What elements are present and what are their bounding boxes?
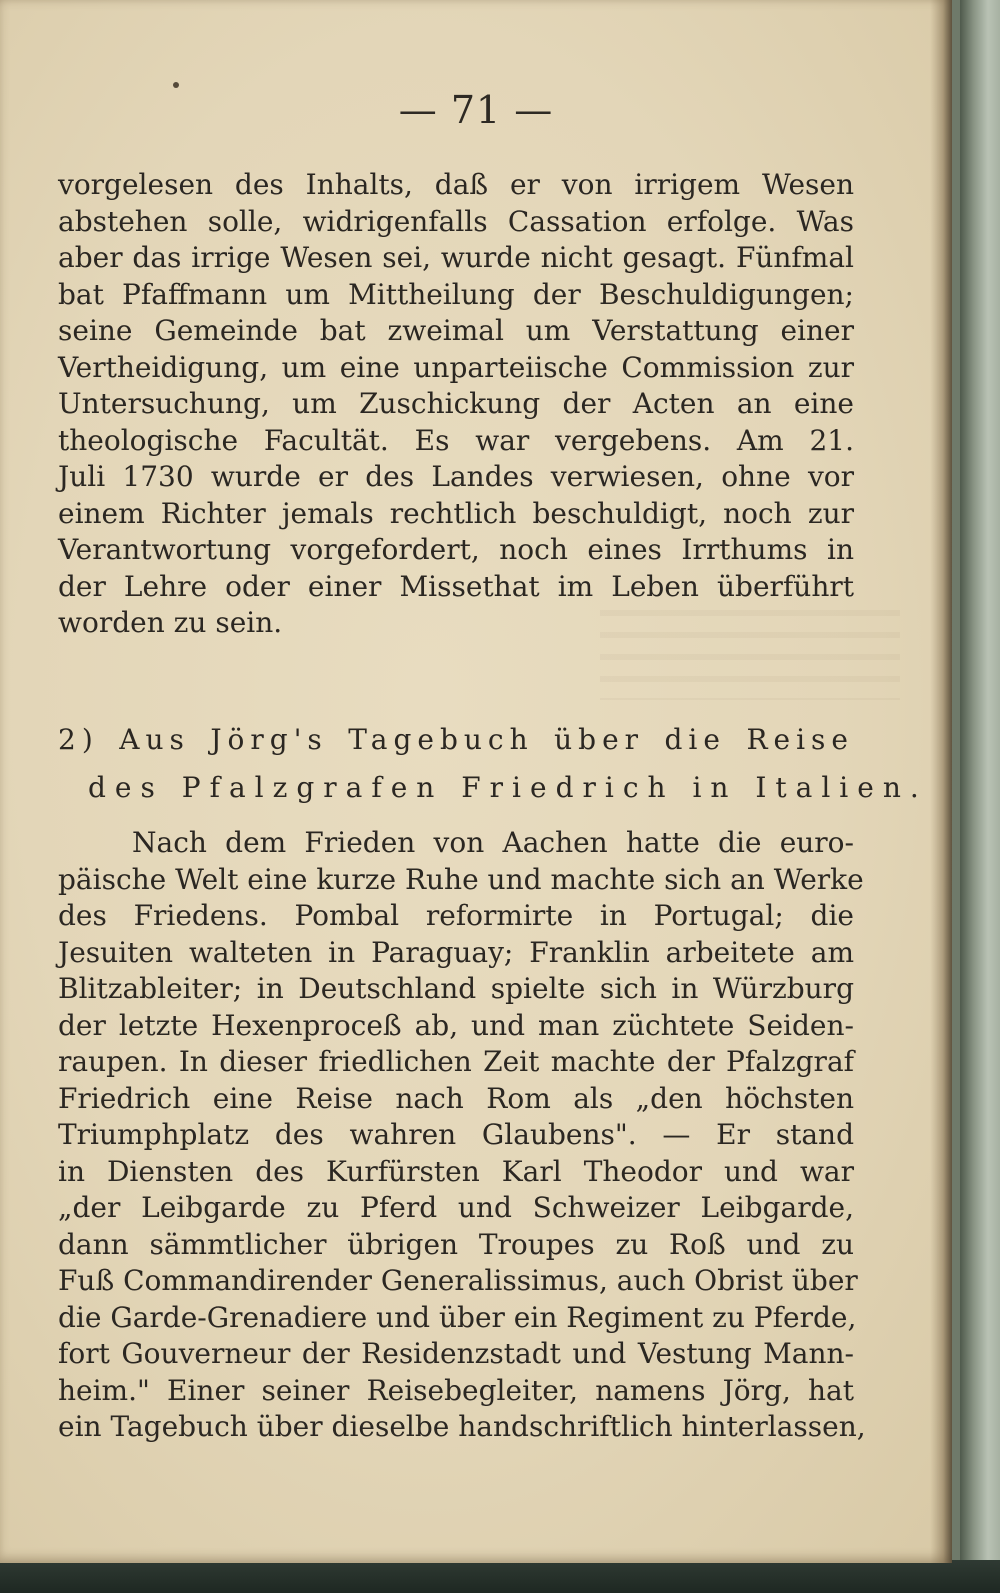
scanner-background-right <box>960 0 1000 1593</box>
text-line: theologische Facultät. Es war vergebens. Am 21. <box>58 423 854 457</box>
text-line: worden zu sein. <box>58 606 283 639</box>
section-heading-line: des Pfalzgrafen Friedrich in Italien. <box>88 771 928 804</box>
text-line: in Diensten des Kurfürsten Karl Theodor und war <box>58 1154 854 1188</box>
text-line: vorgelesen des Inhalts, daß er von irrigem Wesen <box>58 168 854 201</box>
page-edge-shadow <box>930 0 952 1563</box>
text-line: päische Welt eine kurze Ruhe und machte sich an Werke <box>58 862 864 896</box>
page-number: — 71 — <box>398 88 554 132</box>
paragraph-1 <box>58 167 854 642</box>
text-line: der Lehre oder einer Missethat im Leben überführt <box>58 569 854 603</box>
section-heading <box>58 716 928 812</box>
text-line: einem Richter jemals rechtlich beschuldigt, noch zur <box>58 496 854 530</box>
section-heading-line: 2) Aus Jörg's Tagebuch über die Reise <box>58 723 854 756</box>
text-line: Verantwortung vorgefordert, noch eines Irrthums in <box>58 533 854 566</box>
text-line: „der Leibgarde zu Pferd und Schweizer Leibgarde, <box>58 1191 854 1224</box>
text-line: die Garde-Grenadiere und über ein Regiment zu Pferde, <box>58 1300 857 1334</box>
text-line: raupen. In dieser friedlichen Zeit machte der Pfalzgraf <box>58 1045 854 1078</box>
paragraph-2 <box>58 825 866 1446</box>
text-line: Vertheidigung, um eine unparteiische Commission zur <box>58 350 854 384</box>
text-line: Juli 1730 wurde er des Landes verwiesen, ohne vor <box>58 460 854 493</box>
text-line: Friedrich eine Reise nach Rom als „den höchsten <box>58 1081 854 1115</box>
text-line: ein Tagebuch über dieselbe handschriftlich hinterlassen, <box>58 1410 866 1443</box>
text-line: des Friedens. Pombal reformirte in Portugal; die <box>58 899 854 932</box>
text-line: Fuß Commandirender Generalissimus, auch Obrist über <box>58 1264 858 1297</box>
text-line: heim." Einer seiner Reisebegleiter, namens Jörg, hat <box>58 1373 854 1407</box>
text-line: Untersuchung, um Zuschickung der Acten an eine <box>58 387 854 420</box>
text-line: der letzte Hexenproceß ab, und man züchtete Seiden- <box>58 1008 854 1042</box>
text-line: seine Gemeinde bat zweimal um Verstattung einer <box>58 314 854 347</box>
text-line: aber das irrige Wesen sei, wurde nicht gesagt. Fünfmal <box>58 241 854 274</box>
text-line: bat Pfaffmann um Mittheilung der Beschuldigungen; <box>58 277 854 311</box>
scanner-background-bottom <box>0 1560 1000 1593</box>
text-line: dann sämmtlicher übrigen Troupes zu Roß und zu <box>58 1227 854 1261</box>
text-line: abstehen solle, widrigenfalls Cassation erfolge. Was <box>58 204 854 238</box>
text-line: Blitzableiter; in Deutschland spielte sich in Würzburg <box>58 972 854 1005</box>
text-line: Nach dem Frieden von Aachen hatte die euro- <box>132 826 854 859</box>
text-line: Jesuiten walteten in Paraguay; Franklin arbeitete am <box>58 935 854 969</box>
text-line: Triumphplatz des wahren Glaubens". — Er stand <box>58 1118 854 1151</box>
text-line: fort Gouverneur der Residenzstadt und Vestung Mann- <box>58 1337 854 1370</box>
